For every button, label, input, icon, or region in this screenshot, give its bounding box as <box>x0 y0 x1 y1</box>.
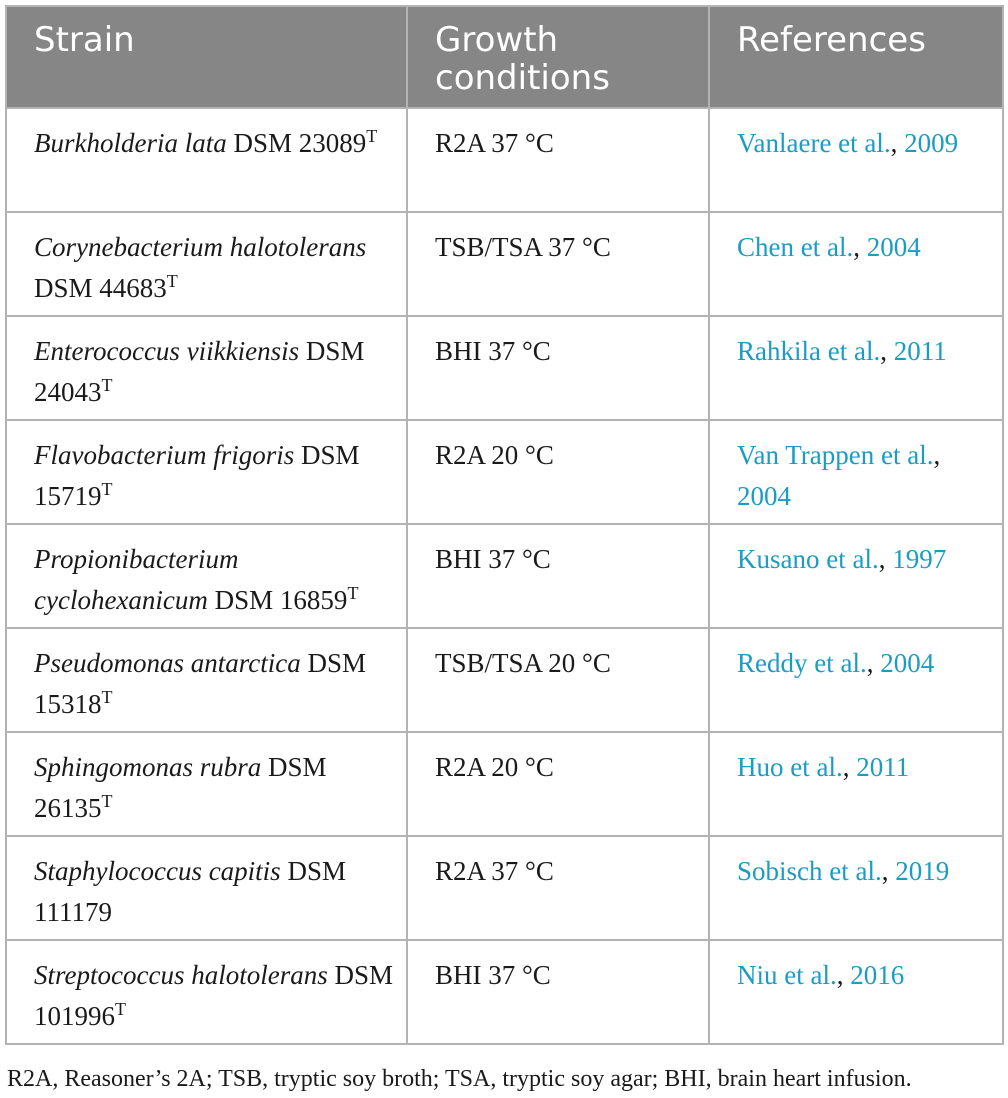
reference-authors-link[interactable]: Chen et al. <box>737 232 854 262</box>
species-name: Burkholderia lata <box>34 128 227 158</box>
reference-year-link[interactable]: 2004 <box>880 648 935 678</box>
reference-year-link[interactable]: 2016 <box>850 960 905 990</box>
strain-designation: DSM 26135 <box>34 752 327 823</box>
reference-separator: , <box>836 960 851 990</box>
species-name: Streptococcus halotolerans <box>34 960 328 990</box>
species-name: Propionibacterium cyclohexanicum <box>34 544 239 615</box>
strain-designation: DSM 15318 <box>34 648 366 719</box>
growth-conditions-cell: R2A 20 °C <box>407 732 709 836</box>
species-name: Pseudomonas antarctica <box>34 648 301 678</box>
growth-conditions-cell: BHI 37 °C <box>407 316 709 420</box>
strain-cell <box>6 420 407 524</box>
reference-separator: , <box>853 232 867 262</box>
strain-designation: DSM 101996 <box>34 960 393 1031</box>
type-strain-mark: T <box>101 791 113 811</box>
strain-designation: DSM 44683 <box>34 273 167 303</box>
strain-designation: DSM 23089 <box>233 128 367 158</box>
reference-authors-link[interactable]: Sobisch et al. <box>737 856 882 886</box>
reference-cell <box>709 524 1003 628</box>
growth-conditions-cell: R2A 37 °C <box>407 108 709 212</box>
reference-cell <box>709 316 1003 420</box>
species-name: Corynebacterium halotolerans <box>34 232 367 262</box>
strain-cell <box>6 212 407 316</box>
type-strain-mark: T <box>101 375 113 395</box>
reference-year-link[interactable]: 2011 <box>856 752 910 782</box>
growth-conditions-cell: BHI 37 °C <box>407 524 709 628</box>
strain-cell <box>6 316 407 420</box>
reference-year-link[interactable]: 2019 <box>895 856 950 886</box>
table-row <box>6 836 1003 940</box>
strain-cell <box>6 108 407 212</box>
reference-separator: , <box>880 336 894 366</box>
table-row <box>6 732 1003 836</box>
reference-authors-link[interactable]: Niu et al. <box>737 960 837 990</box>
table-row <box>6 940 1003 1044</box>
reference-separator: , <box>842 752 857 782</box>
reference-cell <box>709 628 1003 732</box>
type-strain-mark: T <box>166 271 178 291</box>
reference-authors-link[interactable]: Reddy et al. <box>737 648 867 678</box>
table-footnote: R2A, Reasoner’s 2A; TSB, tryptic soy broth; TSA, tryptic soy agar; BHI, brain heart infusion. <box>7 1066 912 1092</box>
growth-conditions-cell: TSB/TSA 20 °C <box>407 628 709 732</box>
table-header-row <box>6 6 1003 108</box>
table-row <box>6 108 1003 212</box>
reference-authors-link[interactable]: Vanlaere et al. <box>737 128 891 158</box>
header-strain: Strain <box>6 6 407 108</box>
table-row <box>6 628 1003 732</box>
strain-designation: DSM 16859 <box>214 585 348 615</box>
header-growth-conditions: Growth conditions <box>407 6 709 108</box>
reference-separator: , <box>881 856 896 886</box>
species-name: Flavobacterium frigoris <box>34 440 295 470</box>
reference-cell <box>709 836 1003 940</box>
strain-cell <box>6 524 407 628</box>
type-strain-mark: T <box>101 687 113 707</box>
table-row <box>6 524 1003 628</box>
strain-cell <box>6 836 407 940</box>
strain-designation: DSM 111179 <box>34 856 346 927</box>
reference-separator: , <box>866 648 881 678</box>
strain-designation: DSM 24043 <box>34 336 365 407</box>
reference-cell <box>709 732 1003 836</box>
growth-conditions-cell: TSB/TSA 37 °C <box>407 212 709 316</box>
type-strain-mark: T <box>366 126 378 146</box>
growth-conditions-cell: R2A 37 °C <box>407 836 709 940</box>
growth-conditions-cell: BHI 37 °C <box>407 940 709 1044</box>
table-row <box>6 316 1003 420</box>
reference-cell <box>709 108 1003 212</box>
reference-authors-link[interactable]: Kusano et al. <box>737 544 879 574</box>
table-row <box>6 212 1003 316</box>
strain-cell <box>6 732 407 836</box>
reference-cell <box>709 420 1003 524</box>
strain-cell <box>6 940 407 1044</box>
type-strain-mark: T <box>101 479 113 499</box>
strain-designation: DSM 15719 <box>34 440 360 511</box>
strains-table <box>5 5 1004 1045</box>
reference-year-link[interactable]: 1997 <box>892 544 947 574</box>
species-name: Enterococcus viikkiensis <box>34 336 300 366</box>
reference-year-link[interactable]: 2004 <box>737 481 791 511</box>
reference-separator: , <box>878 544 893 574</box>
reference-year-link[interactable]: 2009 <box>904 128 959 158</box>
reference-authors-link[interactable]: Huo et al. <box>737 752 843 782</box>
reference-separator: , <box>933 440 941 470</box>
growth-conditions-cell: R2A 20 °C <box>407 420 709 524</box>
reference-cell <box>709 212 1003 316</box>
type-strain-mark: T <box>347 583 359 603</box>
species-name: Sphingomonas rubra <box>34 752 262 782</box>
table-row <box>6 420 1003 524</box>
table-body <box>6 108 1003 1044</box>
type-strain-mark: T <box>115 999 126 1019</box>
reference-year-link[interactable]: 2011 <box>893 336 947 366</box>
header-references: References <box>709 6 1003 108</box>
reference-authors-link[interactable]: Van Trappen et al. <box>737 440 934 470</box>
strain-cell <box>6 628 407 732</box>
reference-separator: , <box>890 128 905 158</box>
reference-authors-link[interactable]: Rahkila et al. <box>737 336 881 366</box>
reference-year-link[interactable]: 2004 <box>866 232 921 262</box>
species-name: Staphylococcus capitis <box>34 856 281 886</box>
reference-cell <box>709 940 1003 1044</box>
